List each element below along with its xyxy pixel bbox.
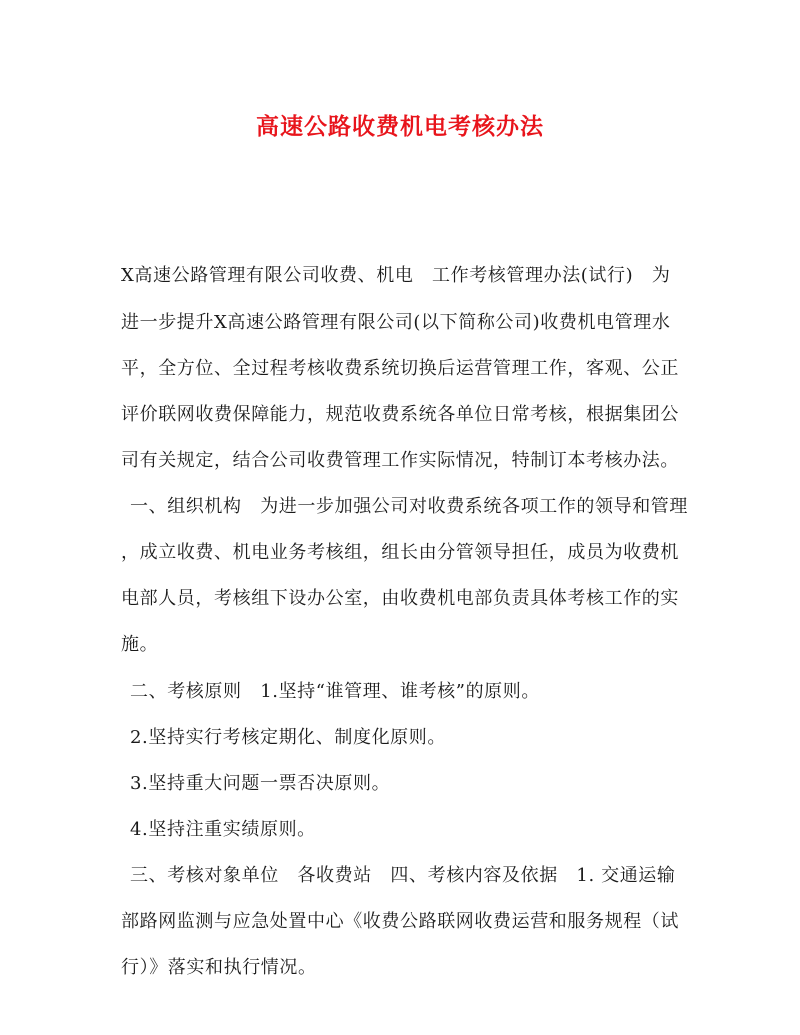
- body-line-12: 3.坚持重大问题一票否决原则。: [130, 773, 391, 794]
- body-line-15: 部路网监测与应急处置中心《收费公路联网收费运营和服务规程（试: [121, 911, 679, 932]
- body-line-16: 行）》落实和执行情况。: [121, 957, 317, 978]
- body-line-1: X高速公路管理有限公司收费、机电 工作考核管理办法(试行) 为: [121, 265, 671, 286]
- body-line-6: 一、组织机构 为进一步加强公司对收费系统各项工作的领导和管理: [130, 496, 688, 517]
- body-line-8: 电部人员，考核组下设办公室，由收费机电部负责具体考核工作的实: [121, 588, 679, 609]
- body-line-4: 评价联网收费保障能力，规范收费系统各单位日常考核，根据集团公: [121, 404, 679, 425]
- body-line-3: 平，全方位、全过程考核收费系统切换后运营管理工作，客观、公正: [121, 358, 679, 379]
- document-title: 高速公路收费机电考核办法: [256, 113, 544, 140]
- body-line-14: 三、考核对象单位 各收费站 四、考核内容及依据 1. 交通运输: [130, 865, 676, 886]
- body-line-11: 2.坚持实行考核定期化、制度化原则。: [130, 727, 446, 748]
- body-line-5: 司有关规定，结合公司收费管理工作实际情况，特制订本考核办法。: [121, 450, 679, 471]
- body-line-10: 二、考核原则 1.坚持“谁管理、谁考核”的原则。: [130, 681, 540, 702]
- body-line-13: 4.坚持注重实绩原则。: [130, 819, 316, 840]
- body-line-9: 施。: [121, 634, 159, 655]
- body-line-7: ，成立收费、机电业务考核组，组长由分管领导担任，成员为收费机: [121, 542, 679, 563]
- body-line-2: 进一步提升X高速公路管理有限公司(以下简称公司)收费机电管理水: [121, 312, 671, 333]
